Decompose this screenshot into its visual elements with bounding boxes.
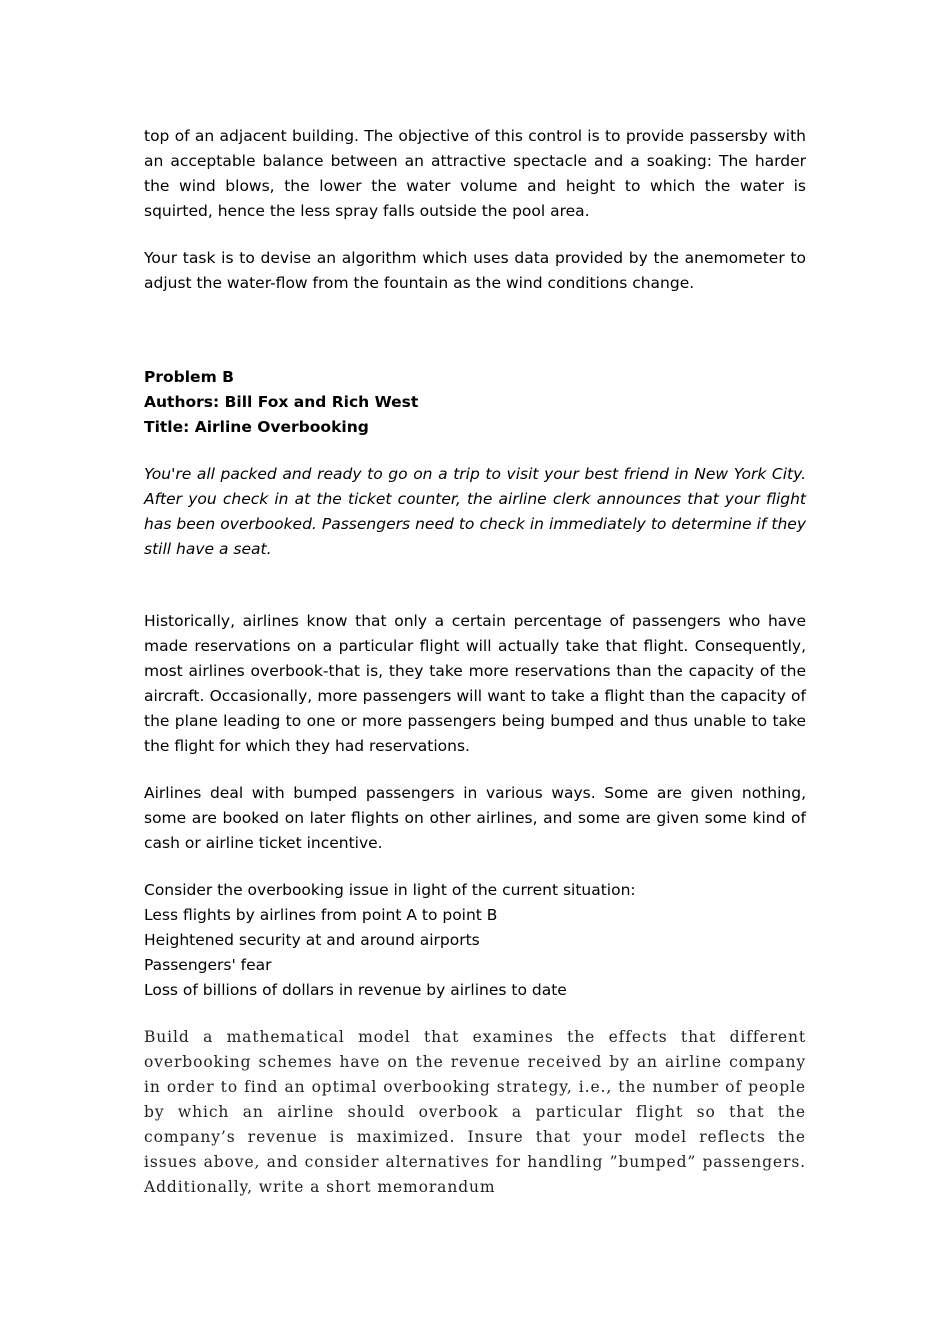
intro-gap [144, 584, 806, 609]
issue-item: Less flights by airlines from point A to point B [144, 906, 498, 924]
document-page [144, 124, 806, 1200]
issues-list [144, 878, 806, 1003]
problem-b-paragraph-2: Airlines deal with bumped passengers in various ways. Some are given nothing, some are booked on later flights on other airlines, and some are given some kind of cash or airline ticket incentive. [144, 784, 806, 852]
section-gap [144, 318, 806, 365]
issue-item: Passengers' fear [144, 956, 272, 974]
problem-authors: Authors: Bill Fox and Rich West [144, 393, 419, 411]
problem-b-intro: You're all packed and ready to go on a trip to visit your best friend in New York City. After you check in at the ticket counter, the airline clerk announces that your flight has been overbooked. Passengers need to check in immediately to determine if they still have a seat. [144, 465, 806, 558]
problem-b-paragraph-1: Historically, airlines know that only a certain percentage of passengers who have made reservations on a particular flight will actually take that flight. Consequently, most airlines overbook-that is, they take more reservations than the capacity of the aircraft. Occasionally, more passengers will want to take a flight than the capacity of the plane leading to one or more passengers being bumped and thus unable to take the flight for which they had reservations. [144, 612, 806, 755]
issue-item: Heightened security at and around airports [144, 931, 480, 949]
problem-a-paragraph-1: top of an adjacent building. The objective of this control is to provide passersby with an acceptable balance between an attractive spectacle and a soaking: The harder the wind blows, the lower the water volume and height to which the water is squirted, hence the less spray falls outside the pool area. [144, 127, 806, 220]
problem-b-task: Build a mathematical model that examines the effects that different overbooking schemes have on the revenue received by an airline company in order to find an optimal overbooking strategy, i.e., the number of people by which an airline should overbook a particular flight so that the company’s revenue is maximized. Insure that your model reflects the issues above, and consider alternatives for handling ”bumped” passengers. Additionally, write a short memorandum [144, 1028, 806, 1196]
problem-b-heading [144, 365, 806, 440]
problem-a-paragraph-2: Your task is to devise an algorithm which uses data provided by the anemometer to adjust the water-flow from the fountain as the wind conditions change. [144, 249, 806, 292]
problem-title: Title: Airline Overbooking [144, 418, 369, 436]
issue-item: Loss of billions of dollars in revenue by airlines to date [144, 981, 567, 999]
problem-label: Problem B [144, 368, 234, 386]
issues-intro: Consider the overbooking issue in light of the current situation: [144, 881, 636, 899]
